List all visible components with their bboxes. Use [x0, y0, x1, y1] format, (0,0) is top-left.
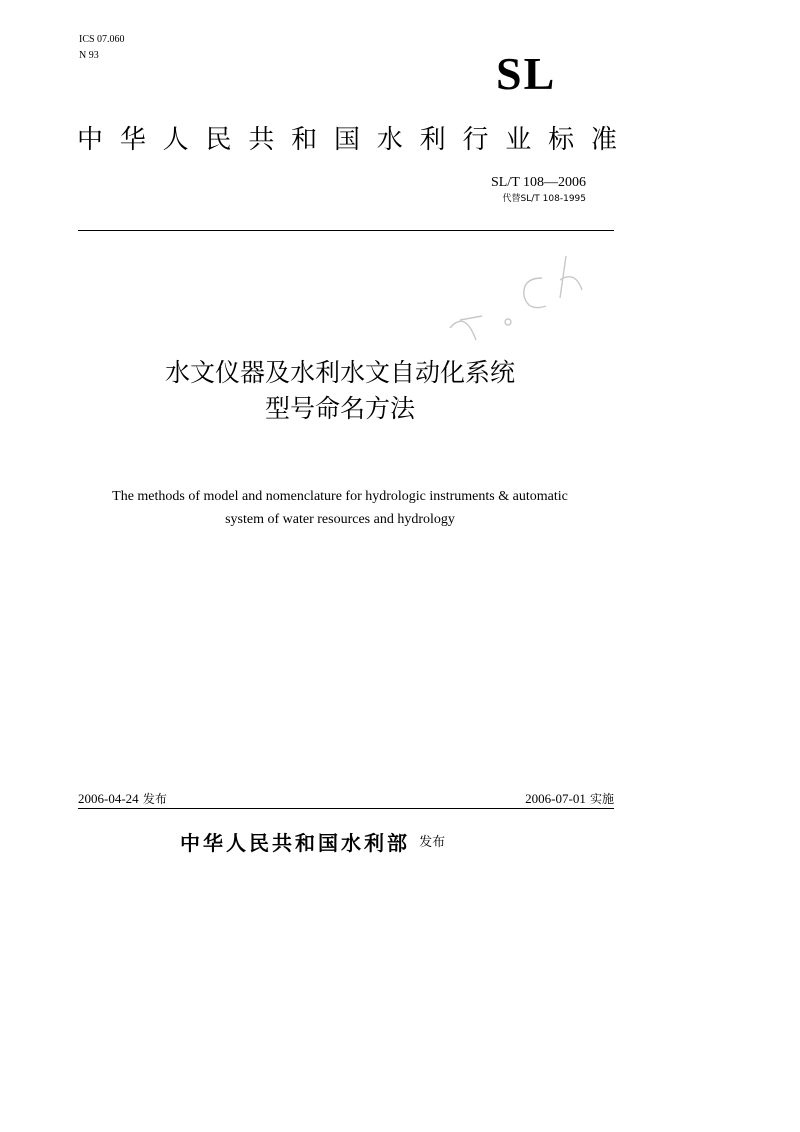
- issue-date-label: 发布: [142, 792, 167, 806]
- ministry-publish-label: 发布: [419, 835, 446, 850]
- publisher-line: [180, 830, 445, 856]
- ministry-name: 中华人民共和国水利部: [180, 831, 410, 855]
- industry-title-char: 行: [462, 125, 489, 155]
- header-divider: [78, 230, 614, 231]
- industry-title-char: 民: [205, 125, 232, 155]
- watermark-glyphs: [450, 256, 582, 340]
- ics-code: ICS 07.060: [79, 34, 125, 45]
- industry-title-char: 共: [248, 125, 275, 155]
- industry-standard-title: [77, 122, 617, 158]
- industry-title-char: 和: [291, 125, 318, 155]
- impl-date-label: 实施: [589, 792, 614, 806]
- title-en-line1: The methods of model and nomenclature for hydrologic instruments & automatic: [112, 489, 568, 504]
- issue-date-value: 2006-04-24: [78, 791, 139, 806]
- industry-title-char: 水: [376, 125, 403, 155]
- title-cn-line2: 型号命名方法: [264, 394, 415, 423]
- watermark: [410, 250, 630, 360]
- industry-title-char: 准: [590, 125, 617, 155]
- sl-standard-mark: SL: [496, 48, 557, 99]
- industry-title-char: 人: [162, 125, 189, 155]
- classification-code: N 93: [79, 50, 99, 61]
- implementation-date: [525, 791, 614, 808]
- industry-title-char: 国: [333, 125, 360, 155]
- industry-title-char: 中: [77, 125, 104, 155]
- title-cn-line1: 水文仪器及水利水文自动化系统: [164, 358, 515, 387]
- industry-title-char: 标: [548, 125, 575, 155]
- standard-number: SL/T 108—2006: [490, 175, 586, 190]
- industry-title-char: 利: [419, 125, 446, 155]
- impl-date-value: 2006-07-01: [525, 791, 586, 806]
- issue-date: [78, 791, 167, 808]
- industry-title-char: 华: [119, 125, 146, 155]
- industry-title-char: 业: [505, 125, 532, 155]
- title-en-line2: system of water resources and hydrology: [225, 512, 455, 527]
- date-divider: [78, 808, 614, 809]
- replaces-standard: 代替SL/T 108-1995: [502, 194, 586, 204]
